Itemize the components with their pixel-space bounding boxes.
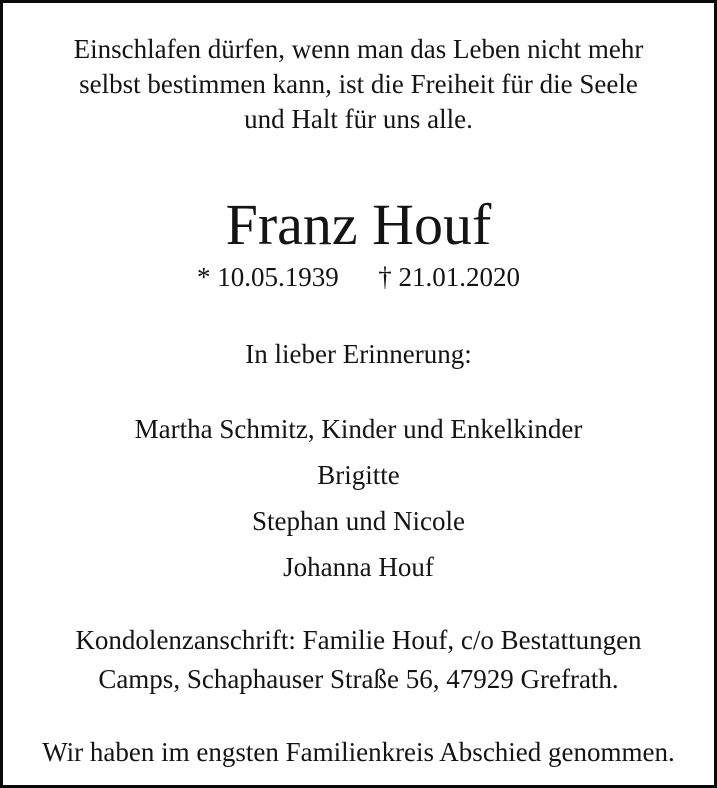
- death-date: 21.01.2020: [398, 262, 520, 292]
- life-dates: [3, 261, 714, 293]
- mourner-line: Martha Schmitz, Kinder und Enkelkinder: [134, 414, 583, 444]
- closing-note: Wir haben im engsten Familienkreis Abschied genommen.: [42, 737, 675, 767]
- motto-line-3: und Halt für uns alle.: [244, 104, 473, 134]
- birth-date: 10.05.1939: [217, 262, 339, 292]
- deceased-name: Franz Houf: [225, 192, 492, 257]
- mourner-line: Stephan und Nicole: [252, 506, 465, 536]
- mourner-line: Johanna Houf: [283, 552, 434, 582]
- remembrance-heading: In lieber Erinnerung:: [245, 339, 472, 369]
- condolence-address-line-2: Camps, Schaphauser Straße 56, 47929 Grefrath.: [98, 664, 619, 694]
- mourner-line: Brigitte: [317, 460, 400, 490]
- motto-line-1: Einschlafen dürfen, wenn man das Leben nicht mehr: [73, 34, 644, 64]
- birth-star-icon: *: [197, 262, 211, 292]
- condolence-address-line-1: Kondolenzanschrift: Familie Houf, c/o Bestattungen: [75, 625, 642, 655]
- death-cross-icon: †: [378, 262, 392, 292]
- motto-line-2: selbst bestimmen kann, ist die Freiheit für die Seele: [79, 69, 638, 99]
